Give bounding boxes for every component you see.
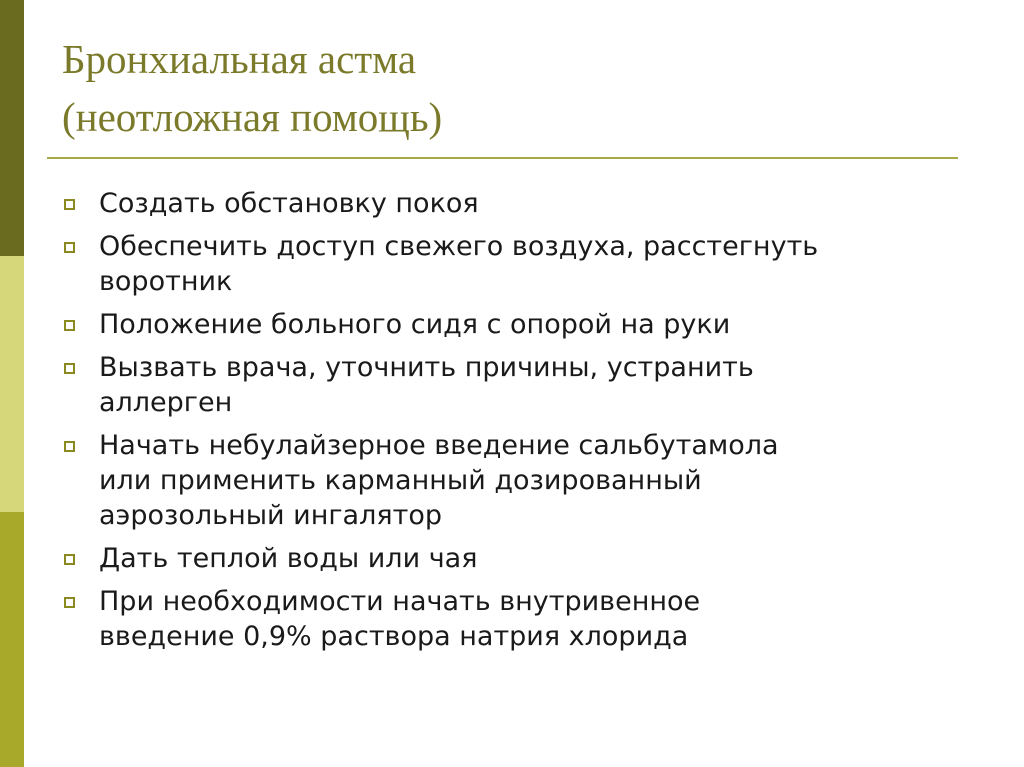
bullet-text-line: введение 0,9% раствора натрия хлорида xyxy=(99,621,689,652)
hollow-square-bullet-icon xyxy=(64,441,75,452)
title-line-1: Бронхиальная астма xyxy=(62,36,417,82)
bullet-text-line: воротник xyxy=(99,266,233,297)
bullet-text-line: Создать обстановку покоя xyxy=(99,188,479,219)
bullet-item xyxy=(64,350,1014,420)
side-bar-olive xyxy=(0,512,24,767)
bullet-item xyxy=(64,541,1014,576)
bullet-text-line: При необходимости начать внутривенное xyxy=(99,586,701,617)
bullet-item xyxy=(64,428,1014,533)
bullet-item xyxy=(64,186,1014,221)
side-bar-dark xyxy=(0,0,24,256)
bullet-text-line: или применить карманный дозированный xyxy=(99,465,702,496)
bullet-text-line: аэрозольный ингалятор xyxy=(99,500,442,531)
hollow-square-bullet-icon xyxy=(64,554,75,565)
bullet-item xyxy=(64,229,1014,299)
title-line-2: (неотложная помощь) xyxy=(62,94,443,140)
hollow-square-bullet-icon xyxy=(64,597,75,608)
hollow-square-bullet-icon xyxy=(64,320,75,331)
hollow-square-bullet-icon xyxy=(64,363,75,374)
side-bar-light xyxy=(0,256,24,512)
bullet-text-line: Начать небулайзерное введение сальбутамола xyxy=(99,430,779,461)
hollow-square-bullet-icon xyxy=(64,242,75,253)
bullet-text-line: Обеспечить доступ свежего воздуха, расстегнуть xyxy=(99,231,819,262)
hollow-square-bullet-icon xyxy=(64,199,75,210)
title-underline xyxy=(47,157,958,159)
bullet-text-line: Вызвать врача, уточнить причины, устранить xyxy=(99,352,754,383)
bullet-list xyxy=(64,186,1014,662)
bullet-text-line: Положение больного сидя с опорой на руки xyxy=(99,309,731,340)
bullet-text-line: аллерген xyxy=(99,387,233,418)
bullet-item xyxy=(64,307,1014,342)
slide-title xyxy=(62,30,962,146)
bullet-item xyxy=(64,584,1014,654)
bullet-text-line: Дать теплой воды или чая xyxy=(99,543,478,574)
